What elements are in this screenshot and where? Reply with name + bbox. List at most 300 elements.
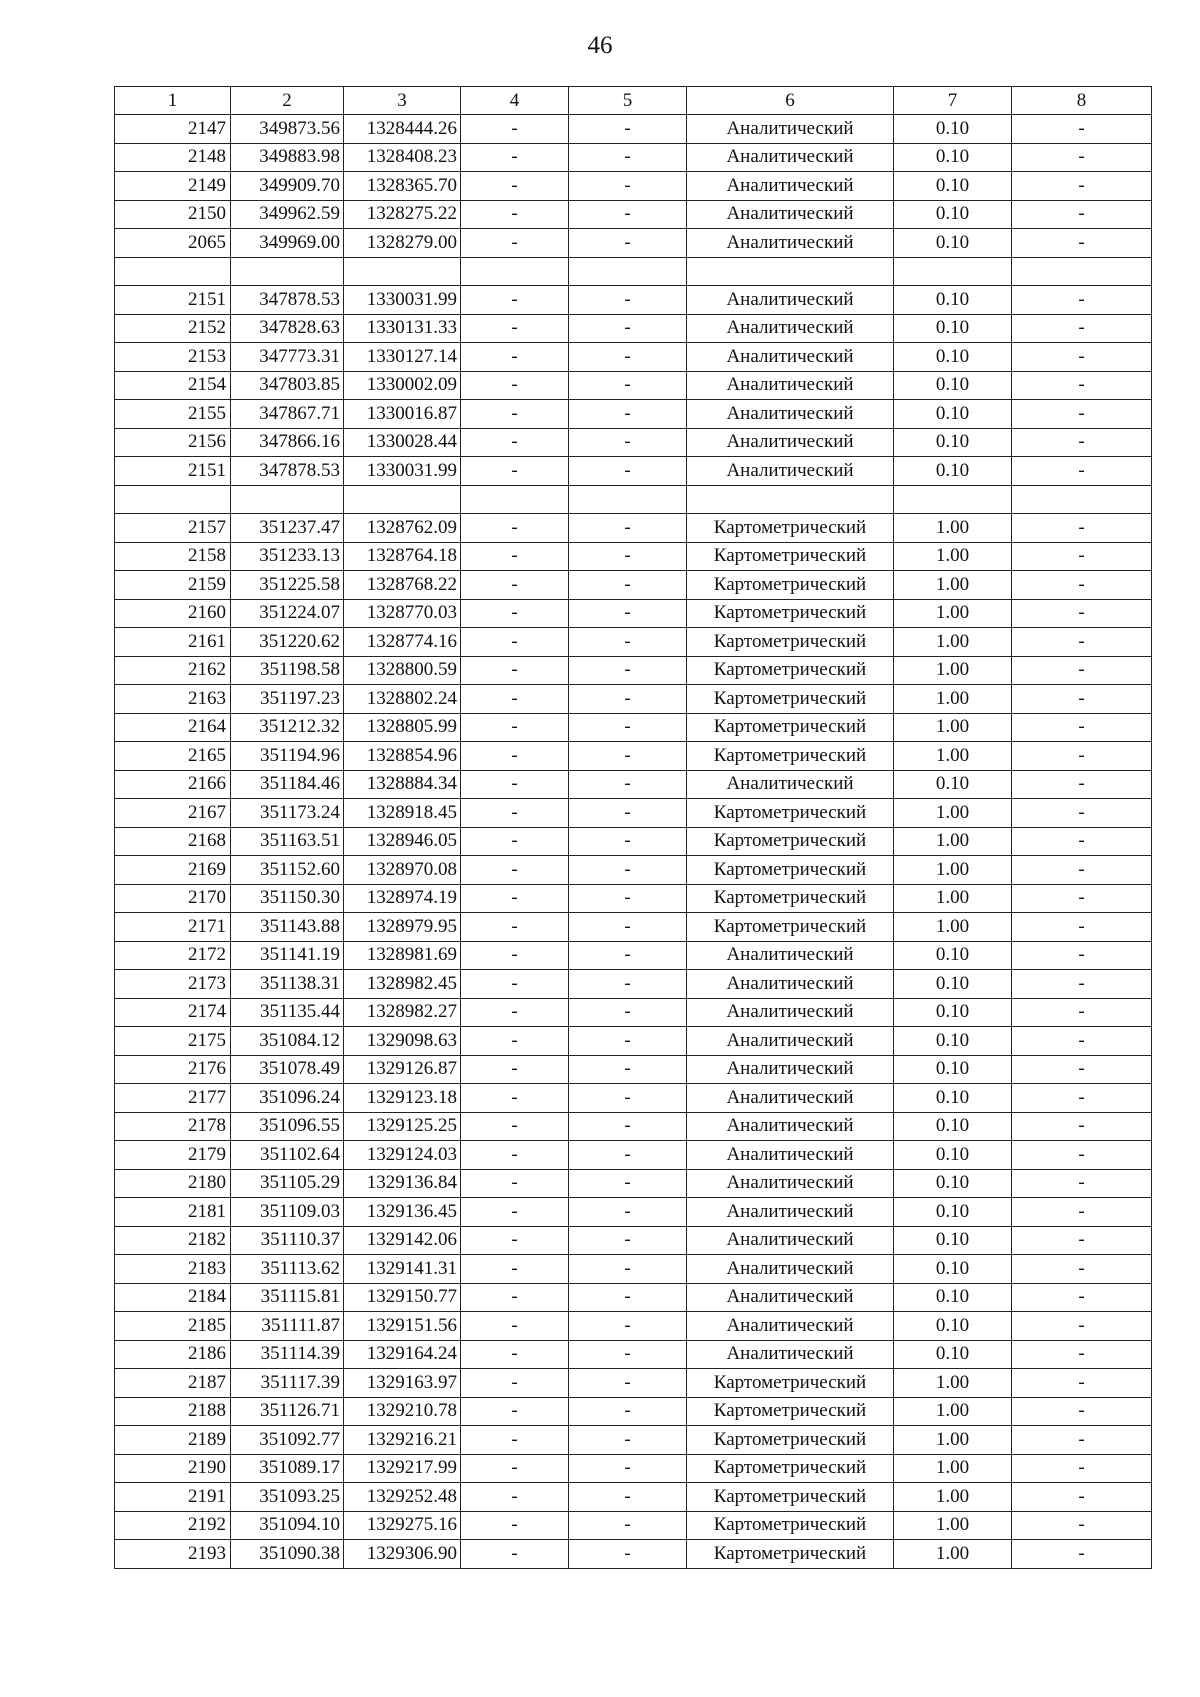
accuracy-cell: 1.00 <box>894 742 1012 771</box>
accuracy-cell: 0.10 <box>894 229 1012 258</box>
column-8-cell: - <box>1012 628 1152 657</box>
table-row <box>115 457 1152 486</box>
table-row <box>115 1397 1152 1426</box>
accuracy-cell: 1.00 <box>894 1426 1012 1455</box>
accuracy-cell: 0.10 <box>894 343 1012 372</box>
accuracy-cell <box>894 257 1012 286</box>
point-number-cell: 2165 <box>115 742 231 771</box>
x-coordinate-cell: 347878.53 <box>231 286 344 315</box>
column-5-cell: - <box>569 571 687 600</box>
point-number-cell: 2192 <box>115 1511 231 1540</box>
point-number-cell: 2167 <box>115 799 231 828</box>
method-cell: Аналитический <box>687 970 894 999</box>
column-8-cell: - <box>1012 571 1152 600</box>
accuracy-cell: 0.10 <box>894 314 1012 343</box>
table-row <box>115 1055 1152 1084</box>
x-coordinate-cell: 347803.85 <box>231 371 344 400</box>
column-5-cell: - <box>569 229 687 258</box>
column-header: 7 <box>894 87 1012 115</box>
y-coordinate-cell: 1330031.99 <box>344 457 461 486</box>
method-cell: Картометрический <box>687 1511 894 1540</box>
point-number-cell: 2184 <box>115 1283 231 1312</box>
column-8-cell: - <box>1012 970 1152 999</box>
point-number-cell: 2154 <box>115 371 231 400</box>
table-row <box>115 656 1152 685</box>
point-number-cell: 2186 <box>115 1340 231 1369</box>
point-number-cell: 2176 <box>115 1055 231 1084</box>
point-number-cell: 2148 <box>115 143 231 172</box>
method-cell: Картометрический <box>687 799 894 828</box>
method-cell: Картометрический <box>687 913 894 942</box>
column-8-cell: - <box>1012 1454 1152 1483</box>
table-row <box>115 1369 1152 1398</box>
y-coordinate-cell: 1329164.24 <box>344 1340 461 1369</box>
method-cell: Аналитический <box>687 1169 894 1198</box>
point-number-cell: 2170 <box>115 884 231 913</box>
table-row <box>115 371 1152 400</box>
table-row <box>115 1511 1152 1540</box>
x-coordinate-cell: 351111.87 <box>231 1312 344 1341</box>
column-5-cell: - <box>569 685 687 714</box>
column-8-cell: - <box>1012 770 1152 799</box>
y-coordinate-cell: 1328979.95 <box>344 913 461 942</box>
column-5-cell: - <box>569 1141 687 1170</box>
column-8-cell: - <box>1012 998 1152 1027</box>
method-cell: Картометрический <box>687 1426 894 1455</box>
table-row <box>115 799 1152 828</box>
column-5-cell: - <box>569 1369 687 1398</box>
column-5-cell: - <box>569 314 687 343</box>
column-4-cell: - <box>461 970 569 999</box>
point-number-cell: 2183 <box>115 1255 231 1284</box>
x-coordinate-cell: 351084.12 <box>231 1027 344 1056</box>
column-5-cell: - <box>569 656 687 685</box>
column-5-cell: - <box>569 1198 687 1227</box>
column-5-cell: - <box>569 770 687 799</box>
column-4-cell: - <box>461 172 569 201</box>
y-coordinate-cell: 1328275.22 <box>344 200 461 229</box>
column-4-cell: - <box>461 400 569 429</box>
method-cell: Картометрический <box>687 1369 894 1398</box>
column-5-cell: - <box>569 599 687 628</box>
column-4-cell: - <box>461 628 569 657</box>
column-4-cell: - <box>461 200 569 229</box>
x-coordinate-cell: 349969.00 <box>231 229 344 258</box>
column-4-cell: - <box>461 1369 569 1398</box>
accuracy-cell: 0.10 <box>894 1141 1012 1170</box>
method-cell: Аналитический <box>687 1312 894 1341</box>
column-8-cell: - <box>1012 884 1152 913</box>
table-row <box>115 1084 1152 1113</box>
column-5-cell: - <box>569 1426 687 1455</box>
method-cell: Аналитический <box>687 1027 894 1056</box>
column-5-cell: - <box>569 343 687 372</box>
point-number-cell: 2182 <box>115 1226 231 1255</box>
method-cell: Аналитический <box>687 200 894 229</box>
table-row <box>115 400 1152 429</box>
point-number-cell: 2151 <box>115 286 231 315</box>
column-5-cell: - <box>569 200 687 229</box>
accuracy-cell: 1.00 <box>894 884 1012 913</box>
column-8-cell: - <box>1012 1112 1152 1141</box>
method-cell: Картометрический <box>687 685 894 714</box>
point-number-cell: 2185 <box>115 1312 231 1341</box>
column-8-cell: - <box>1012 656 1152 685</box>
method-cell: Картометрический <box>687 656 894 685</box>
point-number-cell: 2190 <box>115 1454 231 1483</box>
method-cell: Аналитический <box>687 1255 894 1284</box>
accuracy-cell: 0.10 <box>894 1112 1012 1141</box>
column-4-cell: - <box>461 371 569 400</box>
column-5-cell: - <box>569 1255 687 1284</box>
column-8-cell: - <box>1012 1312 1152 1341</box>
point-number-cell: 2158 <box>115 542 231 571</box>
table-row <box>115 713 1152 742</box>
y-coordinate-cell: 1329125.25 <box>344 1112 461 1141</box>
method-cell: Аналитический <box>687 286 894 315</box>
table-row <box>115 257 1152 286</box>
column-4-cell <box>461 485 569 514</box>
y-coordinate-cell: 1330031.99 <box>344 286 461 315</box>
x-coordinate-cell: 351225.58 <box>231 571 344 600</box>
y-coordinate-cell: 1328365.70 <box>344 172 461 201</box>
point-number-cell: 2179 <box>115 1141 231 1170</box>
column-8-cell: - <box>1012 1369 1152 1398</box>
column-5-cell: - <box>569 856 687 885</box>
point-number-cell: 2168 <box>115 827 231 856</box>
column-4-cell: - <box>461 998 569 1027</box>
method-cell: Картометрический <box>687 599 894 628</box>
table-row <box>115 1226 1152 1255</box>
column-4-cell: - <box>461 1426 569 1455</box>
point-number-cell <box>115 485 231 514</box>
accuracy-cell: 0.10 <box>894 200 1012 229</box>
table-row <box>115 1483 1152 1512</box>
table-row <box>115 485 1152 514</box>
x-coordinate-cell: 351113.62 <box>231 1255 344 1284</box>
column-5-cell: - <box>569 742 687 771</box>
table-row <box>115 143 1152 172</box>
column-5-cell: - <box>569 884 687 913</box>
column-4-cell: - <box>461 1055 569 1084</box>
column-4-cell: - <box>461 286 569 315</box>
column-4-cell: - <box>461 428 569 457</box>
table-row <box>115 1141 1152 1170</box>
column-5-cell: - <box>569 143 687 172</box>
y-coordinate-cell: 1329150.77 <box>344 1283 461 1312</box>
accuracy-cell: 1.00 <box>894 1369 1012 1398</box>
point-number-cell: 2157 <box>115 514 231 543</box>
x-coordinate-cell: 351143.88 <box>231 913 344 942</box>
accuracy-cell: 1.00 <box>894 1511 1012 1540</box>
accuracy-cell: 0.10 <box>894 1340 1012 1369</box>
method-cell: Аналитический <box>687 172 894 201</box>
column-4-cell: - <box>461 229 569 258</box>
point-number-cell: 2147 <box>115 115 231 144</box>
column-8-cell: - <box>1012 143 1152 172</box>
method-cell: Картометрический <box>687 713 894 742</box>
column-4-cell: - <box>461 343 569 372</box>
y-coordinate-cell: 1328774.16 <box>344 628 461 657</box>
accuracy-cell <box>894 485 1012 514</box>
accuracy-cell: 1.00 <box>894 628 1012 657</box>
accuracy-cell: 1.00 <box>894 542 1012 571</box>
point-number-cell: 2187 <box>115 1369 231 1398</box>
accuracy-cell: 1.00 <box>894 799 1012 828</box>
column-header: 3 <box>344 87 461 115</box>
y-coordinate-cell: 1329210.78 <box>344 1397 461 1426</box>
y-coordinate-cell: 1328946.05 <box>344 827 461 856</box>
column-8-cell: - <box>1012 742 1152 771</box>
column-8-cell: - <box>1012 229 1152 258</box>
y-coordinate-cell: 1329151.56 <box>344 1312 461 1341</box>
column-4-cell: - <box>461 542 569 571</box>
method-cell: Аналитический <box>687 1340 894 1369</box>
accuracy-cell: 0.10 <box>894 400 1012 429</box>
column-4-cell: - <box>461 1226 569 1255</box>
column-4-cell: - <box>461 913 569 942</box>
point-number-cell: 2171 <box>115 913 231 942</box>
x-coordinate-cell: 349883.98 <box>231 143 344 172</box>
column-4-cell: - <box>461 799 569 828</box>
x-coordinate-cell: 351092.77 <box>231 1426 344 1455</box>
column-5-cell: - <box>569 457 687 486</box>
x-coordinate-cell: 351094.10 <box>231 1511 344 1540</box>
y-coordinate-cell: 1329306.90 <box>344 1540 461 1569</box>
method-cell: Картометрический <box>687 1483 894 1512</box>
x-coordinate-cell: 351096.55 <box>231 1112 344 1141</box>
column-4-cell: - <box>461 827 569 856</box>
table-row <box>115 1283 1152 1312</box>
table-row <box>115 172 1152 201</box>
column-5-cell <box>569 257 687 286</box>
table-body <box>115 87 1152 1569</box>
column-4-cell: - <box>461 599 569 628</box>
point-number-cell: 2151 <box>115 457 231 486</box>
table-row <box>115 599 1152 628</box>
y-coordinate-cell: 1329141.31 <box>344 1255 461 1284</box>
point-number-cell: 2174 <box>115 998 231 1027</box>
y-coordinate-cell: 1328805.99 <box>344 713 461 742</box>
column-8-cell: - <box>1012 799 1152 828</box>
column-8-cell: - <box>1012 200 1152 229</box>
accuracy-cell: 0.10 <box>894 428 1012 457</box>
point-number-cell <box>115 257 231 286</box>
column-4-cell: - <box>461 1255 569 1284</box>
x-coordinate-cell: 347828.63 <box>231 314 344 343</box>
y-coordinate-cell: 1328408.23 <box>344 143 461 172</box>
column-8-cell <box>1012 257 1152 286</box>
y-coordinate-cell: 1329124.03 <box>344 1141 461 1170</box>
column-4-cell: - <box>461 856 569 885</box>
column-8-cell: - <box>1012 1141 1152 1170</box>
method-cell: Аналитический <box>687 343 894 372</box>
y-coordinate-cell: 1328764.18 <box>344 542 461 571</box>
x-coordinate-cell: 351115.81 <box>231 1283 344 1312</box>
column-4-cell <box>461 257 569 286</box>
method-cell: Аналитический <box>687 428 894 457</box>
x-coordinate-cell: 351212.32 <box>231 713 344 742</box>
accuracy-cell: 1.00 <box>894 685 1012 714</box>
column-4-cell: - <box>461 1141 569 1170</box>
point-number-cell: 2065 <box>115 229 231 258</box>
table-row <box>115 1312 1152 1341</box>
column-5-cell: - <box>569 1454 687 1483</box>
column-4-cell: - <box>461 115 569 144</box>
column-5-cell: - <box>569 827 687 856</box>
table-row <box>115 1340 1152 1369</box>
x-coordinate-cell: 351220.62 <box>231 628 344 657</box>
point-number-cell: 2189 <box>115 1426 231 1455</box>
table-row <box>115 115 1152 144</box>
table-row <box>115 229 1152 258</box>
x-coordinate-cell: 351105.29 <box>231 1169 344 1198</box>
point-number-cell: 2172 <box>115 941 231 970</box>
accuracy-cell: 0.10 <box>894 286 1012 315</box>
accuracy-cell: 0.10 <box>894 1226 1012 1255</box>
column-5-cell: - <box>569 713 687 742</box>
point-number-cell: 2155 <box>115 400 231 429</box>
x-coordinate-cell: 351109.03 <box>231 1198 344 1227</box>
column-8-cell: - <box>1012 1483 1152 1512</box>
y-coordinate-cell: 1328982.27 <box>344 998 461 1027</box>
table-row <box>115 1255 1152 1284</box>
y-coordinate-cell: 1328279.00 <box>344 229 461 258</box>
method-cell: Картометрический <box>687 1540 894 1569</box>
column-4-cell: - <box>461 1084 569 1113</box>
table-row <box>115 1426 1152 1455</box>
y-coordinate-cell: 1329126.87 <box>344 1055 461 1084</box>
column-5-cell: - <box>569 542 687 571</box>
table-row <box>115 1198 1152 1227</box>
y-coordinate-cell: 1329142.06 <box>344 1226 461 1255</box>
accuracy-cell: 0.10 <box>894 1055 1012 1084</box>
point-number-cell: 2191 <box>115 1483 231 1512</box>
table-row <box>115 1540 1152 1569</box>
column-4-cell: - <box>461 143 569 172</box>
y-coordinate-cell <box>344 485 461 514</box>
x-coordinate-cell: 351117.39 <box>231 1369 344 1398</box>
accuracy-cell: 0.10 <box>894 172 1012 201</box>
column-8-cell: - <box>1012 457 1152 486</box>
column-8-cell: - <box>1012 913 1152 942</box>
method-cell: Картометрический <box>687 1397 894 1426</box>
column-8-cell: - <box>1012 1426 1152 1455</box>
column-8-cell: - <box>1012 514 1152 543</box>
column-4-cell: - <box>461 1283 569 1312</box>
point-number-cell: 2159 <box>115 571 231 600</box>
column-4-cell: - <box>461 884 569 913</box>
method-cell: Аналитический <box>687 143 894 172</box>
point-number-cell: 2149 <box>115 172 231 201</box>
column-5-cell: - <box>569 970 687 999</box>
x-coordinate-cell: 351163.51 <box>231 827 344 856</box>
x-coordinate-cell: 351233.13 <box>231 542 344 571</box>
column-8-cell: - <box>1012 1027 1152 1056</box>
table-row <box>115 628 1152 657</box>
column-4-cell: - <box>461 1112 569 1141</box>
x-coordinate-cell: 349873.56 <box>231 115 344 144</box>
column-8-cell: - <box>1012 371 1152 400</box>
column-5-cell: - <box>569 941 687 970</box>
column-5-cell: - <box>569 1312 687 1341</box>
x-coordinate-cell <box>231 485 344 514</box>
x-coordinate-cell: 347878.53 <box>231 457 344 486</box>
column-8-cell: - <box>1012 685 1152 714</box>
column-4-cell: - <box>461 1483 569 1512</box>
table-row <box>115 1112 1152 1141</box>
x-coordinate-cell: 351102.64 <box>231 1141 344 1170</box>
column-5-cell: - <box>569 1055 687 1084</box>
table-row <box>115 770 1152 799</box>
x-coordinate-cell: 351150.30 <box>231 884 344 913</box>
column-5-cell: - <box>569 1283 687 1312</box>
column-4-cell: - <box>461 656 569 685</box>
point-number-cell: 2160 <box>115 599 231 628</box>
x-coordinate-cell: 351197.23 <box>231 685 344 714</box>
column-5-cell: - <box>569 913 687 942</box>
coordinates-table <box>114 86 1152 1569</box>
table-row <box>115 542 1152 571</box>
accuracy-cell: 0.10 <box>894 1283 1012 1312</box>
accuracy-cell: 1.00 <box>894 1483 1012 1512</box>
accuracy-cell: 0.10 <box>894 1198 1012 1227</box>
column-5-cell: - <box>569 371 687 400</box>
table-row <box>115 742 1152 771</box>
x-coordinate-cell: 351078.49 <box>231 1055 344 1084</box>
x-coordinate-cell: 351237.47 <box>231 514 344 543</box>
column-8-cell: - <box>1012 599 1152 628</box>
column-4-cell: - <box>461 1397 569 1426</box>
y-coordinate-cell: 1328918.45 <box>344 799 461 828</box>
column-4-cell: - <box>461 1511 569 1540</box>
accuracy-cell: 1.00 <box>894 1397 1012 1426</box>
column-4-cell: - <box>461 514 569 543</box>
column-5-cell: - <box>569 1027 687 1056</box>
y-coordinate-cell <box>344 257 461 286</box>
method-cell: Аналитический <box>687 371 894 400</box>
column-5-cell: - <box>569 1397 687 1426</box>
column-8-cell: - <box>1012 1340 1152 1369</box>
column-8-cell: - <box>1012 1540 1152 1569</box>
column-5-cell: - <box>569 286 687 315</box>
table-row <box>115 571 1152 600</box>
column-5-cell: - <box>569 400 687 429</box>
point-number-cell: 2156 <box>115 428 231 457</box>
x-coordinate-cell: 349909.70 <box>231 172 344 201</box>
y-coordinate-cell: 1329098.63 <box>344 1027 461 1056</box>
accuracy-cell: 0.10 <box>894 115 1012 144</box>
y-coordinate-cell: 1328770.03 <box>344 599 461 628</box>
table-row <box>115 884 1152 913</box>
column-8-cell: - <box>1012 343 1152 372</box>
y-coordinate-cell: 1328854.96 <box>344 742 461 771</box>
column-4-cell: - <box>461 1540 569 1569</box>
method-cell: Аналитический <box>687 941 894 970</box>
y-coordinate-cell: 1330131.33 <box>344 314 461 343</box>
point-number-cell: 2162 <box>115 656 231 685</box>
accuracy-cell: 1.00 <box>894 713 1012 742</box>
column-4-cell: - <box>461 1454 569 1483</box>
y-coordinate-cell: 1328970.08 <box>344 856 461 885</box>
column-8-cell: - <box>1012 1084 1152 1113</box>
method-cell: Аналитический <box>687 1198 894 1227</box>
accuracy-cell: 1.00 <box>894 1454 1012 1483</box>
y-coordinate-cell: 1330028.44 <box>344 428 461 457</box>
column-4-cell: - <box>461 770 569 799</box>
method-cell: Картометрический <box>687 1454 894 1483</box>
column-4-cell: - <box>461 1027 569 1056</box>
